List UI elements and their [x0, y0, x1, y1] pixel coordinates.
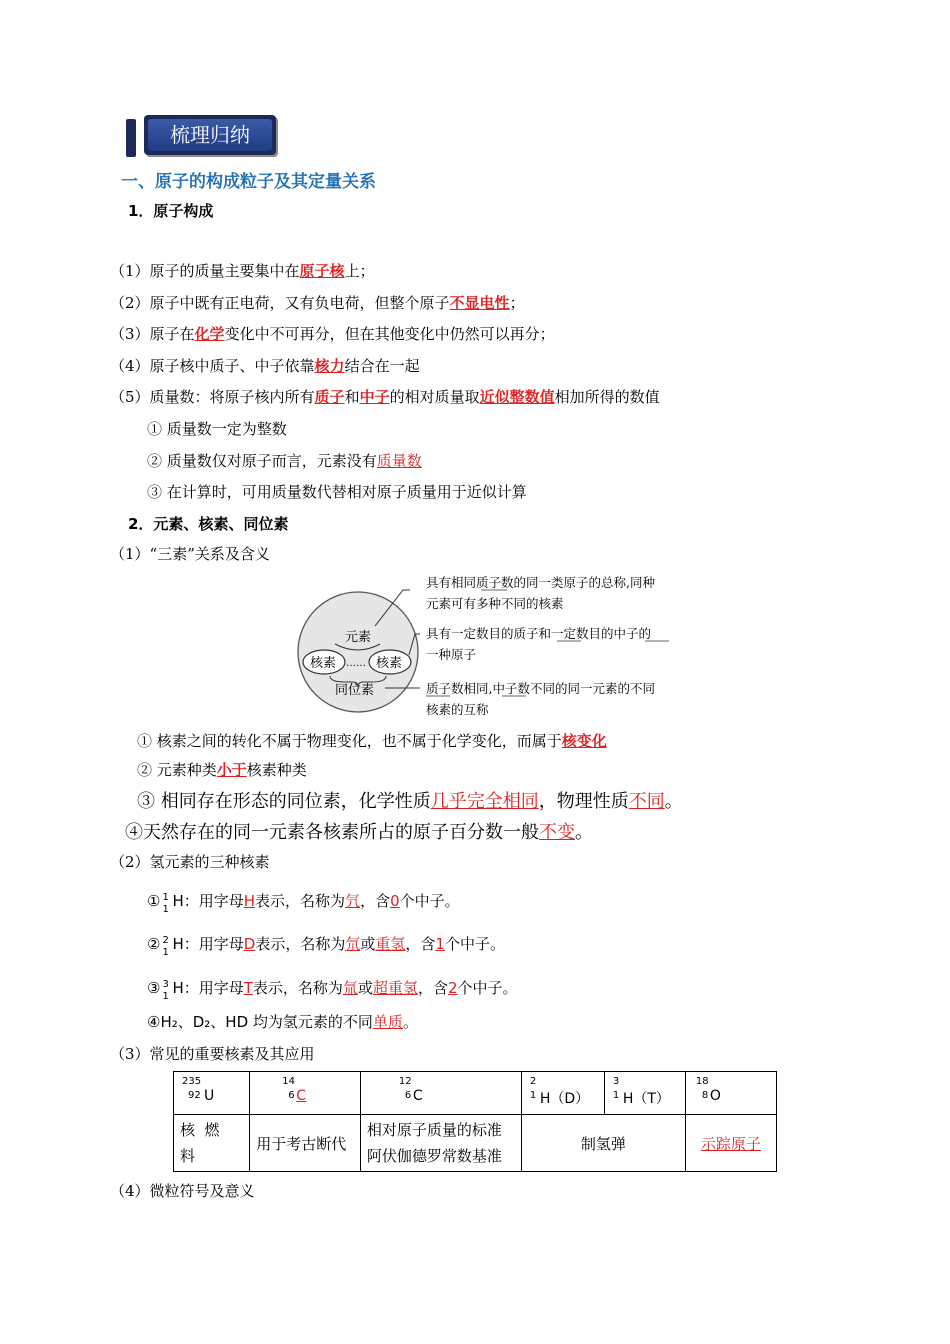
hydrogen-allotropes — [147, 1011, 418, 1032]
nuclide-o18 — [692, 1074, 770, 1112]
use-c14: 用于考古断代 — [256, 1134, 347, 1153]
p2-text: （2）原子中既有正电荷，又有负电荷，但整个原子 — [110, 294, 450, 312]
h1-a3: 0 — [390, 892, 400, 910]
question-4: （4）微粒符号及意义 — [110, 1182, 255, 1200]
isotope-label: 同位素 — [335, 683, 375, 698]
p5-post: 相加所得的数值 — [554, 388, 660, 406]
desc-3-line-2: 核素的互称 — [426, 702, 489, 717]
h1-num: ① — [147, 892, 161, 910]
n3-answer-2: 不同 — [628, 791, 665, 812]
p4-answer: 核力 — [314, 357, 345, 375]
note-4 — [125, 818, 593, 844]
h3-symbol: H — [172, 979, 184, 997]
h2-t4: 个中子。 — [444, 935, 505, 953]
n4-text: ④天然存在的同一元素各核素所占的原子百分数一般 — [125, 822, 539, 843]
p5-mid-1: 和 — [344, 388, 360, 406]
paragraph-4 — [110, 355, 420, 376]
h4-text: H₂、D₂、HD 均为氢元素的不同 — [160, 1013, 373, 1031]
h3-table-mass: 3 — [612, 1076, 620, 1087]
badge-label: 梳理归纳 — [148, 119, 272, 151]
p1-text: （1）原子的质量主要集中在 — [110, 262, 300, 280]
table-cell — [250, 1115, 361, 1172]
three-elements-diagram — [295, 570, 705, 725]
c12-mass: 12 — [398, 1076, 412, 1087]
p1-answer: 原子核 — [299, 262, 345, 280]
table-cell — [685, 1072, 776, 1115]
nuclide-h2 — [528, 1074, 598, 1112]
o18-mass: 18 — [695, 1076, 709, 1087]
h2-t2: 表示，名称为 — [255, 935, 346, 953]
h4-post: 。 — [402, 1013, 418, 1031]
h2-symbol: H — [172, 935, 184, 953]
use-hydrogen: 制氢弹 — [580, 1134, 626, 1153]
h2-mass: 2 — [162, 935, 169, 946]
n2-answer: 小于 — [216, 761, 247, 779]
h3-a1: T — [243, 979, 253, 997]
p3-text: （3）原子在 — [110, 325, 195, 343]
n3-text: ③ 相同存在形态的同位素，化学性质 — [137, 791, 431, 812]
use-u235-line-2: 料 — [180, 1147, 196, 1165]
h2-table-mass: 2 — [529, 1076, 537, 1087]
h4-answer: 单质 — [372, 1013, 403, 1031]
h2-t1: ：用字母 — [183, 935, 244, 953]
note-2 — [137, 759, 307, 780]
n3-post: 。 — [664, 791, 683, 812]
h1-symbol: H — [172, 892, 184, 910]
table-row — [174, 1115, 777, 1172]
note-3 — [137, 787, 683, 813]
p2-answer: 不显电性 — [449, 294, 510, 312]
h2-a2: 氘 — [345, 935, 361, 953]
desc-1-line-2: 元素可有多种不同的核素 — [426, 596, 564, 611]
use-c12-line-2: 阿伏伽德罗常数基准 — [366, 1147, 502, 1165]
question-2: （2）氢元素的三种核素 — [110, 853, 270, 871]
desc-3-line-1: 质子数相同,中子数不同的同一元素的不同 — [426, 681, 655, 696]
nuclide-c12 — [367, 1074, 515, 1112]
use-c12-line-1: 相对原子质量的标准 — [366, 1121, 502, 1139]
o18-z: 8 — [701, 1090, 709, 1101]
h3-t3: ，含 — [417, 979, 448, 997]
desc-2-line-2: 一种原子 — [426, 647, 477, 662]
table-cell — [604, 1072, 685, 1115]
nuclide-u235 — [180, 1074, 243, 1112]
n3-answer-1: 几乎完全相同 — [430, 791, 539, 812]
p1-post: 上； — [344, 262, 375, 280]
h2-a2b: 重氢 — [375, 935, 406, 953]
paragraph-5c: ③ 在计算时，可用质量数代替相对原子质量用于近似计算 — [147, 483, 527, 501]
n2-text: ② 元素种类 — [137, 761, 217, 779]
h1-a1: H — [243, 892, 256, 910]
u235-symbol: U — [204, 1088, 215, 1104]
p2-post: ； — [509, 294, 525, 312]
paragraph-5b — [147, 450, 422, 471]
hydrogen-tritium — [147, 977, 518, 1002]
h1-z: 1 — [162, 904, 169, 915]
badge-bar — [126, 119, 136, 157]
p3-post: 变化中不可再分，但在其他变化中仍然可以再分； — [224, 325, 555, 343]
paragraph-2 — [110, 292, 525, 313]
c14-mass: 14 — [282, 1076, 296, 1087]
h3-a2b: 超重氢 — [372, 979, 418, 997]
h3-a3: 2 — [448, 979, 458, 997]
h1-t4: 个中子。 — [399, 892, 460, 910]
h2-t3: ，含 — [405, 935, 436, 953]
dots-label: …… — [346, 658, 366, 669]
p4-text: （4）原子核中质子、中子依靠 — [110, 357, 315, 375]
h2-a1: D — [243, 935, 256, 953]
element-label: 元素 — [345, 630, 372, 645]
nuclide-c14 — [256, 1074, 354, 1112]
p5-answer-3: 近似整数值 — [479, 388, 555, 406]
table-cell — [521, 1072, 604, 1115]
h4-num: ④ — [147, 1013, 161, 1031]
table-cell — [360, 1072, 521, 1115]
nuclide-left-label: 核素 — [310, 656, 337, 671]
table-cell — [174, 1115, 250, 1172]
h1-a2: 氕 — [345, 892, 361, 910]
n3-mid: ，物理性质 — [538, 791, 629, 812]
h3-t4: 个中子。 — [457, 979, 518, 997]
table-cell — [360, 1115, 521, 1172]
desc-1-line-1: 具有相同质子数的同一类原子的总称,同种 — [426, 575, 655, 590]
n4-post: 。 — [575, 822, 593, 843]
paragraph-3 — [110, 323, 555, 344]
h1-t1: ：用字母 — [183, 892, 244, 910]
h3-t1: ：用字母 — [183, 979, 244, 997]
h3-t2: 表示，名称为 — [252, 979, 343, 997]
h3-table-z: 1 — [612, 1090, 620, 1101]
desc-2-line-1: 具有一定数目的质子和一定数目的中子的 — [426, 626, 652, 641]
question-3: （3）常见的重要核素及其应用 — [110, 1045, 315, 1063]
table-cell — [685, 1115, 776, 1172]
o18-symbol: O — [709, 1088, 721, 1104]
p5-text: （5）质量数：将原子核内所有 — [110, 388, 315, 406]
nuclide-right-label: 核素 — [376, 656, 403, 671]
h3-num: ③ — [147, 979, 161, 997]
n2-post: 核素种类 — [246, 761, 307, 779]
h2-a3: 1 — [435, 935, 445, 953]
paragraph-1 — [110, 260, 375, 281]
nuclide-h3 — [611, 1074, 679, 1112]
u235-z: 92 — [188, 1090, 201, 1101]
h2-or: 或 — [360, 935, 376, 953]
p5-answer-1: 质子 — [314, 388, 345, 406]
hydrogen-deuterium — [147, 933, 505, 958]
use-o18: 示踪原子 — [700, 1134, 761, 1153]
question-1: （1）“三素”关系及含义 — [110, 545, 270, 563]
subsection-title-2: 2．元素、核素、同位素 — [128, 515, 289, 533]
p3-answer: 化学 — [194, 325, 225, 343]
p4-post: 结合在一起 — [344, 357, 420, 375]
p5-mid-2: 的相对质量取 — [389, 388, 480, 406]
h2-table-symbol: H（D） — [539, 1091, 590, 1107]
hydrogen-protium — [147, 890, 460, 915]
section-title: 一、原子的构成粒子及其定量关系 — [121, 172, 376, 192]
h3-a2: 氚 — [342, 979, 358, 997]
c14-symbol: C — [296, 1088, 307, 1104]
c14-z: 6 — [288, 1090, 295, 1101]
section-badge — [126, 115, 278, 159]
h3-z: 1 — [162, 991, 169, 1002]
table-cell — [521, 1115, 685, 1172]
h2-z: 1 — [162, 947, 169, 958]
h3-table-symbol: H（T） — [622, 1091, 670, 1107]
note-1 — [137, 730, 607, 751]
nuclide-table — [173, 1071, 777, 1172]
h3-or: 或 — [357, 979, 373, 997]
h1-t3: ，含 — [360, 892, 391, 910]
p5-answer-2: 中子 — [359, 388, 390, 406]
table-cell — [250, 1072, 361, 1115]
table-row — [174, 1072, 777, 1115]
h3-mass: 3 — [162, 979, 169, 990]
p5b-answer: 质量数 — [376, 452, 422, 470]
n1-answer: 核变化 — [561, 732, 607, 750]
h2-num: ② — [147, 935, 161, 953]
subsection-title-1: 1．原子构成 — [128, 202, 214, 220]
table-cell — [174, 1072, 250, 1115]
h1-mass: 1 — [162, 892, 169, 903]
n4-answer: 不变 — [539, 822, 575, 843]
h1-t2: 表示，名称为 — [255, 892, 346, 910]
u235-mass: 235 — [182, 1076, 202, 1087]
paragraph-5a: ① 质量数一定为整数 — [147, 420, 287, 438]
paragraph-5 — [110, 386, 660, 407]
p5b-text: ② 质量数仅对原子而言，元素没有 — [147, 452, 377, 470]
use-u235-line-1: 核 燃 — [180, 1121, 220, 1139]
n1-text: ① 核素之间的转化不属于物理变化，也不属于化学变化，而属于 — [137, 732, 562, 750]
c12-z: 6 — [404, 1090, 412, 1101]
c12-symbol: C — [412, 1088, 423, 1104]
h2-table-z: 1 — [529, 1090, 537, 1101]
